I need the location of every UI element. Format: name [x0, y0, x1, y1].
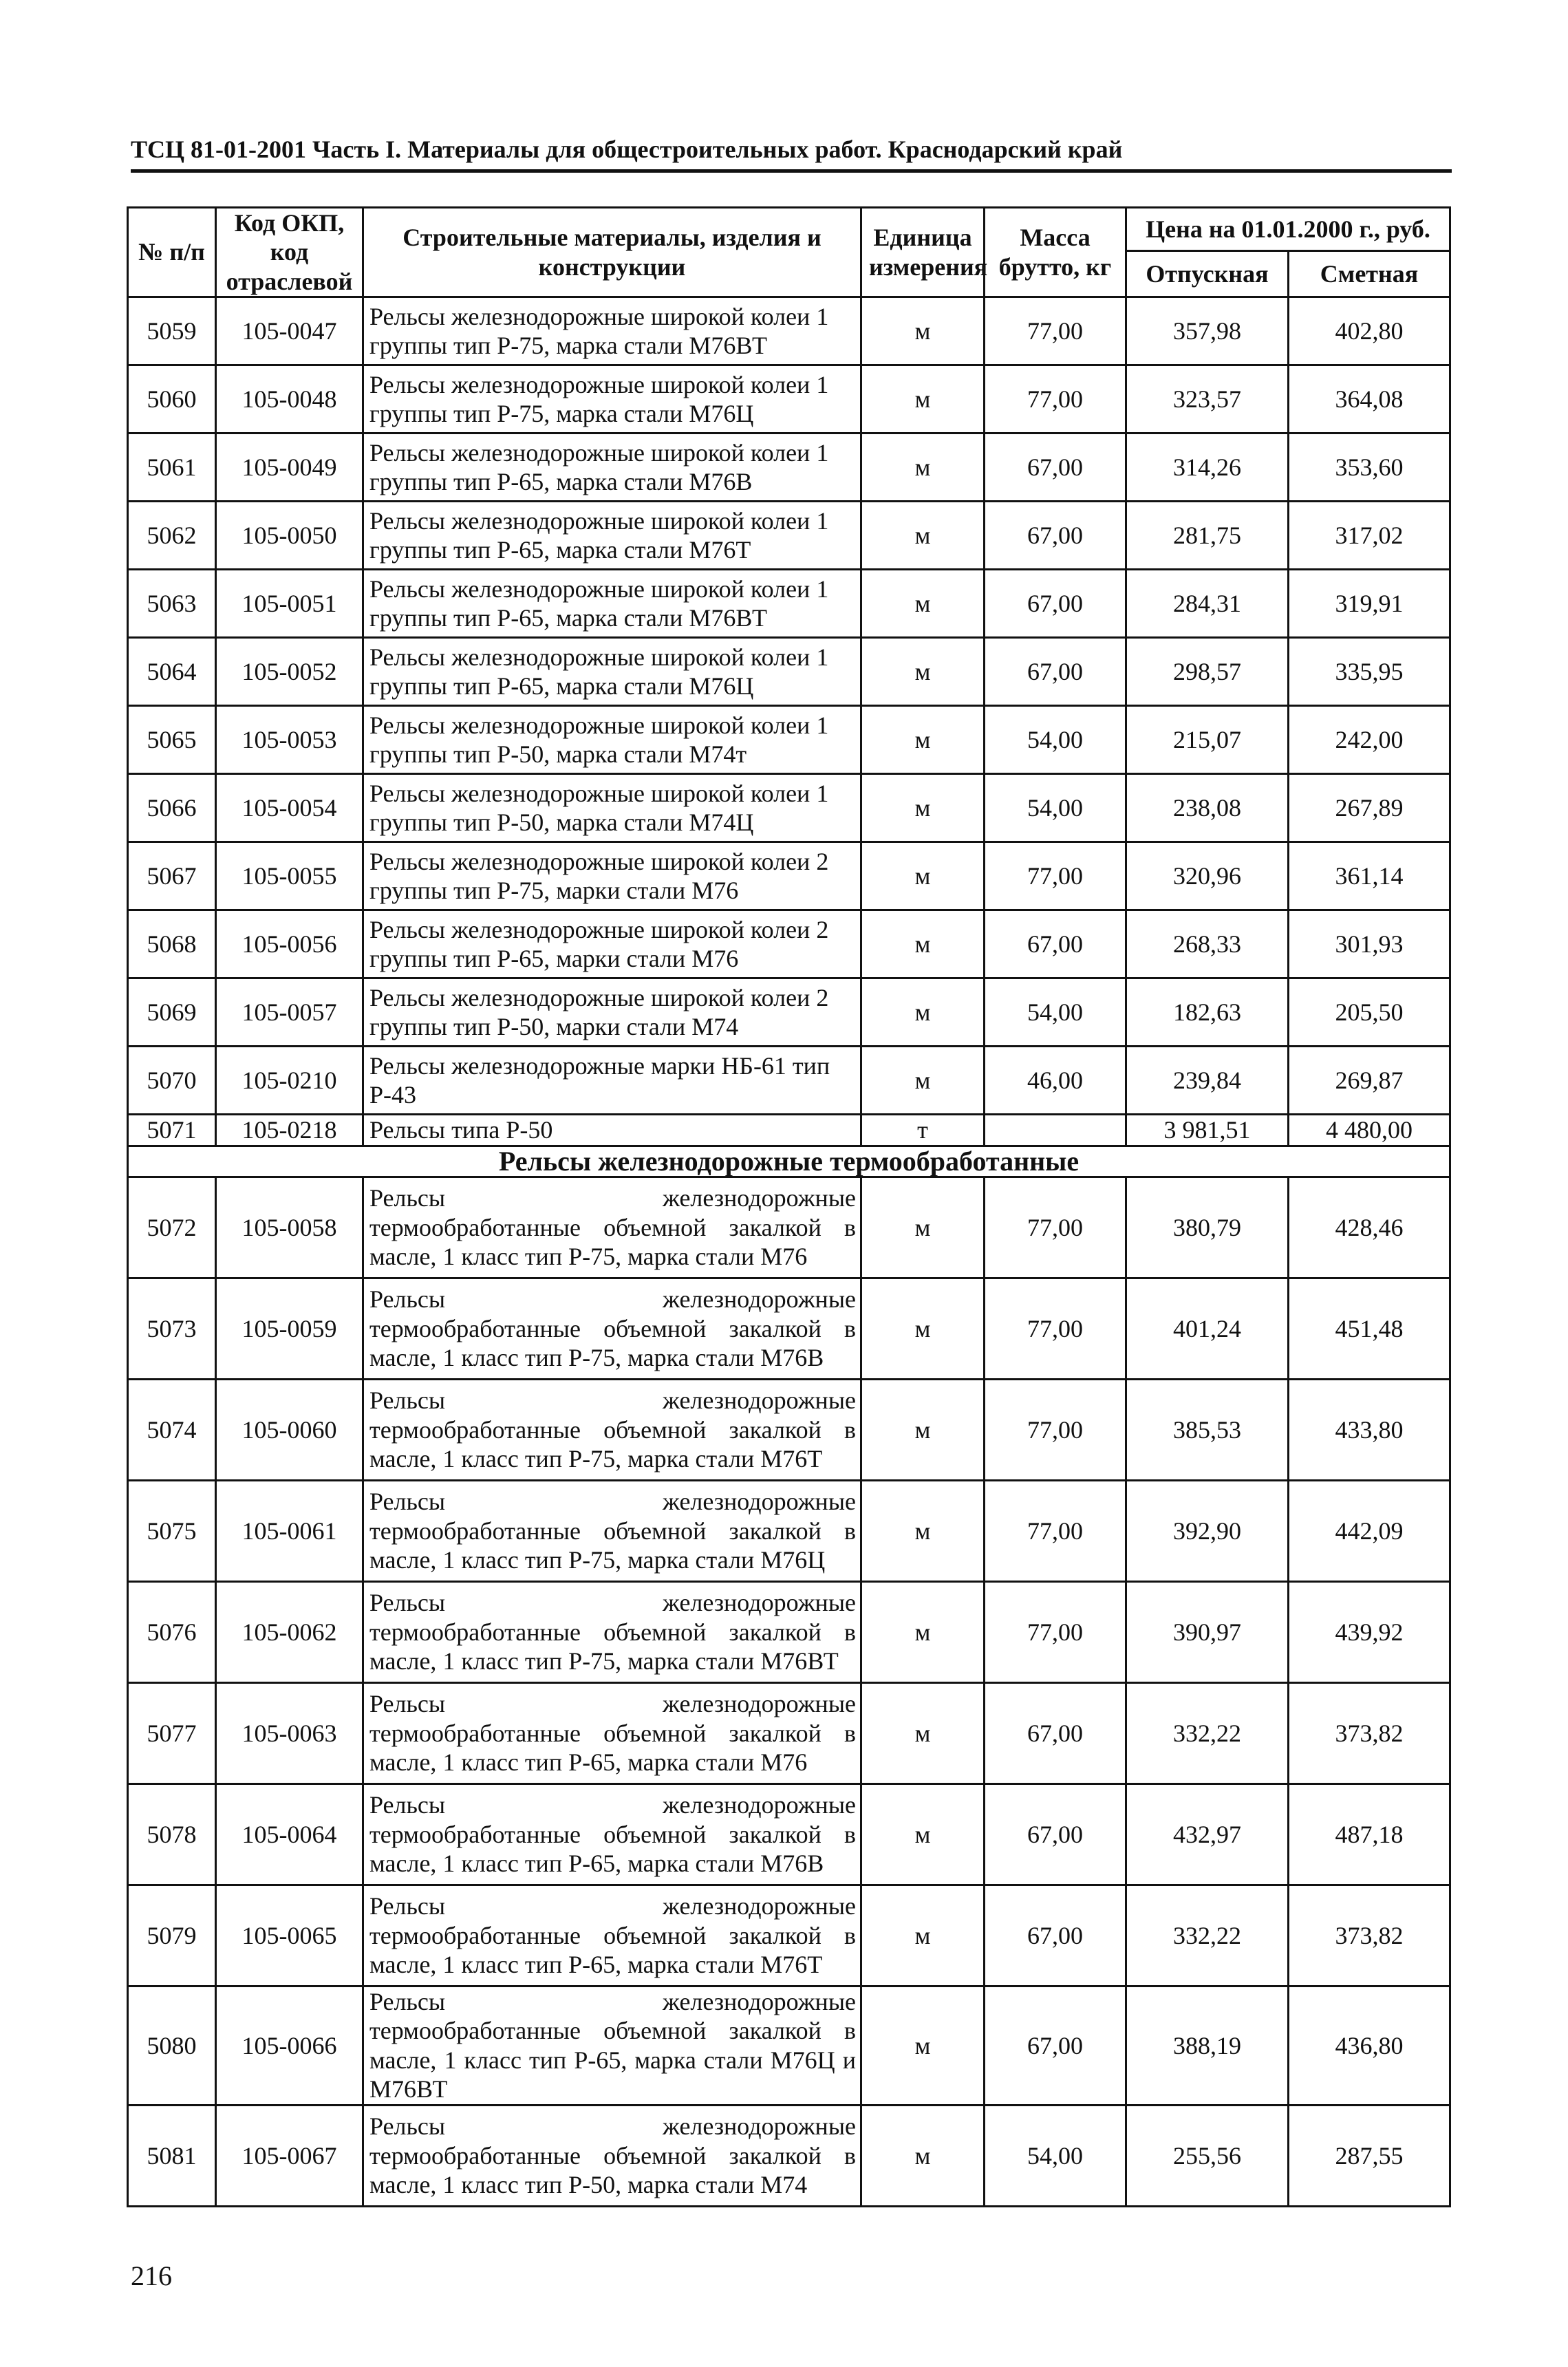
cell-mass: 67,00	[985, 433, 1126, 502]
cell-code: 105-0057	[216, 978, 363, 1047]
cell-code: 105-0061	[216, 1480, 363, 1581]
cell-mass: 46,00	[985, 1047, 1126, 1115]
cell-estimate: 373,82	[1289, 1682, 1450, 1784]
cell-name: Рельсы железнодорожные широкой колеи 2 группы тип Р-75, марки стали М76	[363, 842, 861, 910]
cell-mass	[985, 1115, 1126, 1146]
cell-num: 5065	[128, 706, 216, 774]
cell-code: 105-0210	[216, 1047, 363, 1115]
cell-code: 105-0056	[216, 910, 363, 978]
cell-release: 255,56	[1126, 2105, 1289, 2206]
cell-estimate: 353,60	[1289, 433, 1450, 502]
cell-estimate: 335,95	[1289, 638, 1450, 706]
section-title: Рельсы железнодорожные термообработанные	[128, 1146, 1450, 1177]
cell-name: Рельсы железнодорожные марки НБ-61 тип Р-43	[363, 1047, 861, 1115]
table-row	[128, 774, 1450, 842]
col-header-code: Код ОКП, код отраслевой	[216, 208, 363, 297]
cell-unit: м	[861, 1682, 985, 1784]
cell-mass: 77,00	[985, 1278, 1126, 1379]
cell-code: 105-0218	[216, 1115, 363, 1146]
cell-mass: 77,00	[985, 365, 1126, 433]
cell-num: 5075	[128, 1480, 216, 1581]
cell-name: Рельсы железнодорожные термообработанные объемной закалкой в масле, 1 класс тип Р-65, марка стали М76Ц и М76ВТ	[363, 1986, 861, 2105]
cell-name: Рельсы железнодорожные термообработанные объемной закалкой в масле, 1 класс тип Р-75, марка стали М76ВТ	[363, 1581, 861, 1682]
cell-num: 5066	[128, 774, 216, 842]
cell-unit: м	[861, 1784, 985, 1885]
cell-mass: 54,00	[985, 2105, 1126, 2206]
cell-name: Рельсы железнодорожные термообработанные объемной закалкой в масле, 1 класс тип Р-65, марка стали М76Т	[363, 1885, 861, 1986]
cell-unit: м	[861, 1379, 985, 1480]
cell-code: 105-0066	[216, 1986, 363, 2105]
cell-mass: 77,00	[985, 842, 1126, 910]
cell-name: Рельсы железнодорожные термообработанные объемной закалкой в масле, 1 класс тип Р-65, марка стали М76В	[363, 1784, 861, 1885]
page-header-title: ТСЦ 81-01-2001 Часть I. Материалы для общестроительных работ. Краснодарский край	[131, 136, 1123, 163]
cell-unit: м	[861, 2105, 985, 2206]
cell-name: Рельсы железнодорожные широкой колеи 1 группы тип Р-65, марка стали М76ВТ	[363, 570, 861, 638]
cell-estimate: 269,87	[1289, 1047, 1450, 1115]
cell-num: 5063	[128, 570, 216, 638]
table-row	[128, 365, 1450, 433]
table-row	[128, 1115, 1450, 1146]
cell-estimate: 267,89	[1289, 774, 1450, 842]
cell-estimate: 439,92	[1289, 1581, 1450, 1682]
cell-code: 105-0049	[216, 433, 363, 502]
cell-estimate: 319,91	[1289, 570, 1450, 638]
cell-num: 5061	[128, 433, 216, 502]
cell-num: 5074	[128, 1379, 216, 1480]
cell-release: 320,96	[1126, 842, 1289, 910]
table-row	[128, 1278, 1450, 1379]
cell-estimate: 287,55	[1289, 2105, 1450, 2206]
cell-release: 401,24	[1126, 1278, 1289, 1379]
table-row	[128, 2105, 1450, 2206]
cell-unit: м	[861, 365, 985, 433]
cell-estimate: 487,18	[1289, 1784, 1450, 1885]
cell-release: 281,75	[1126, 502, 1289, 570]
cell-release: 314,26	[1126, 433, 1289, 502]
cell-name: Рельсы железнодорожные широкой колеи 2 группы тип Р-65, марки стали М76	[363, 910, 861, 978]
table-row	[128, 1581, 1450, 1682]
cell-unit: м	[861, 297, 985, 365]
table-body-heat-treated	[128, 1177, 1450, 2206]
cell-unit: т	[861, 1115, 985, 1146]
cell-release: 392,90	[1126, 1480, 1289, 1581]
cell-code: 105-0062	[216, 1581, 363, 1682]
cell-num: 5078	[128, 1784, 216, 1885]
cell-code: 105-0058	[216, 1177, 363, 1278]
cell-unit: м	[861, 638, 985, 706]
table-row	[128, 842, 1450, 910]
cell-unit: м	[861, 1480, 985, 1581]
cell-unit: м	[861, 1885, 985, 1986]
cell-mass: 77,00	[985, 297, 1126, 365]
cell-estimate: 205,50	[1289, 978, 1450, 1047]
cell-num: 5070	[128, 1047, 216, 1115]
cell-num: 5081	[128, 2105, 216, 2206]
cell-release: 388,19	[1126, 1986, 1289, 2105]
cell-estimate: 451,48	[1289, 1278, 1450, 1379]
cell-name: Рельсы железнодорожные широкой колеи 1 группы тип Р-65, марка стали М76Ц	[363, 638, 861, 706]
cell-mass: 54,00	[985, 774, 1126, 842]
cell-estimate: 364,08	[1289, 365, 1450, 433]
cell-mass: 77,00	[985, 1581, 1126, 1682]
cell-unit: м	[861, 1581, 985, 1682]
cell-estimate: 402,80	[1289, 297, 1450, 365]
cell-unit: м	[861, 842, 985, 910]
cell-release: 357,98	[1126, 297, 1289, 365]
cell-num: 5077	[128, 1682, 216, 1784]
cell-estimate: 242,00	[1289, 706, 1450, 774]
cell-release: 390,97	[1126, 1581, 1289, 1682]
col-header-num: № п/п	[128, 208, 216, 297]
cell-num: 5068	[128, 910, 216, 978]
cell-code: 105-0052	[216, 638, 363, 706]
table-row	[128, 1177, 1450, 1278]
cell-name: Рельсы железнодорожные термообработанные объемной закалкой в масле, 1 класс тип Р-75, марка стали М76В	[363, 1278, 861, 1379]
cell-num: 5076	[128, 1581, 216, 1682]
cell-mass: 67,00	[985, 1885, 1126, 1986]
table-row	[128, 1682, 1450, 1784]
col-header-unit: Единица измерения	[861, 208, 985, 297]
cell-unit: м	[861, 502, 985, 570]
cell-name: Рельсы железнодорожные широкой колеи 1 группы тип Р-65, марка стали М76Т	[363, 502, 861, 570]
cell-name: Рельсы железнодорожные широкой колеи 1 группы тип Р-50, марка стали М74т	[363, 706, 861, 774]
cell-release: 385,53	[1126, 1379, 1289, 1480]
cell-num: 5071	[128, 1115, 216, 1146]
table-row	[128, 1784, 1450, 1885]
cell-release: 332,22	[1126, 1885, 1289, 1986]
cell-mass: 54,00	[985, 706, 1126, 774]
cell-mass: 67,00	[985, 1682, 1126, 1784]
cell-estimate: 373,82	[1289, 1885, 1450, 1986]
cell-estimate: 428,46	[1289, 1177, 1450, 1278]
cell-code: 105-0050	[216, 502, 363, 570]
cell-estimate: 433,80	[1289, 1379, 1450, 1480]
cell-release: 268,33	[1126, 910, 1289, 978]
col-header-name: Строительные материалы, изделия и конструкции	[363, 208, 861, 297]
cell-name: Рельсы железнодорожные широкой колеи 1 группы тип Р-50, марка стали М74Ц	[363, 774, 861, 842]
cell-name: Рельсы железнодорожные широкой колеи 2 группы тип Р-50, марки стали М74	[363, 978, 861, 1047]
cell-release: 380,79	[1126, 1177, 1289, 1278]
cell-release: 298,57	[1126, 638, 1289, 706]
cell-name: Рельсы железнодорожные термообработанные объемной закалкой в масле, 1 класс тип Р-50, марка стали М74	[363, 2105, 861, 2206]
cell-unit: м	[861, 706, 985, 774]
cell-release: 215,07	[1126, 706, 1289, 774]
table-body-ordinary	[128, 297, 1450, 1115]
table-row	[128, 1047, 1450, 1115]
cell-code: 105-0048	[216, 365, 363, 433]
cell-code: 105-0055	[216, 842, 363, 910]
cell-name: Рельсы типа Р-50	[363, 1115, 861, 1146]
cell-mass: 67,00	[985, 638, 1126, 706]
cell-num: 5080	[128, 1986, 216, 2105]
col-header-price-group: Цена на 01.01.2000 г., руб.	[1126, 208, 1450, 251]
header-rule	[131, 169, 1452, 173]
table-row	[128, 910, 1450, 978]
table-row	[128, 638, 1450, 706]
cell-code: 105-0059	[216, 1278, 363, 1379]
table-row	[128, 1480, 1450, 1581]
cell-estimate: 361,14	[1289, 842, 1450, 910]
cell-code: 105-0060	[216, 1379, 363, 1480]
table-row	[128, 502, 1450, 570]
cell-num: 5072	[128, 1177, 216, 1278]
cell-name: Рельсы железнодорожные широкой колеи 1 группы тип Р-65, марка стали М76В	[363, 433, 861, 502]
cell-unit: м	[861, 1177, 985, 1278]
cell-release: 432,97	[1126, 1784, 1289, 1885]
cell-unit: м	[861, 570, 985, 638]
table-row	[128, 706, 1450, 774]
cell-release: 239,84	[1126, 1047, 1289, 1115]
cell-release: 182,63	[1126, 978, 1289, 1047]
cell-estimate: 301,93	[1289, 910, 1450, 978]
cell-estimate: 442,09	[1289, 1480, 1450, 1581]
col-header-estimate: Сметная	[1289, 251, 1450, 297]
cell-unit: м	[861, 433, 985, 502]
cell-mass: 67,00	[985, 570, 1126, 638]
cell-unit: м	[861, 910, 985, 978]
cell-name: Рельсы железнодорожные термообработанные объемной закалкой в масле, 1 класс тип Р-75, марка стали М76Т	[363, 1379, 861, 1480]
cell-release: 238,08	[1126, 774, 1289, 842]
cell-code: 105-0053	[216, 706, 363, 774]
cell-release: 332,22	[1126, 1682, 1289, 1784]
cell-code: 105-0051	[216, 570, 363, 638]
cell-release: 284,31	[1126, 570, 1289, 638]
table-row	[128, 297, 1450, 365]
cell-num: 5060	[128, 365, 216, 433]
cell-name: Рельсы железнодорожные термообработанные объемной закалкой в масле, 1 класс тип Р-75, марка стали М76Ц	[363, 1480, 861, 1581]
cell-mass: 77,00	[985, 1379, 1126, 1480]
cell-num: 5062	[128, 502, 216, 570]
table-row	[128, 978, 1450, 1047]
cell-code: 105-0054	[216, 774, 363, 842]
table-row	[128, 1885, 1450, 1986]
cell-release: 323,57	[1126, 365, 1289, 433]
table-body-5071	[128, 1115, 1450, 1177]
cell-name: Рельсы железнодорожные широкой колеи 1 группы тип Р-75, марка стали М76Ц	[363, 365, 861, 433]
col-header-mass: Масса брутто, кг	[985, 208, 1126, 297]
cell-mass: 54,00	[985, 978, 1126, 1047]
cell-estimate: 4 480,00	[1289, 1115, 1450, 1146]
cell-unit: м	[861, 774, 985, 842]
cell-release: 3 981,51	[1126, 1115, 1289, 1146]
cell-unit: м	[861, 1986, 985, 2105]
table-header	[128, 208, 1450, 297]
cell-num: 5064	[128, 638, 216, 706]
table-row	[128, 570, 1450, 638]
cell-num: 5067	[128, 842, 216, 910]
cell-mass: 67,00	[985, 910, 1126, 978]
page-number: 216	[131, 2260, 172, 2291]
cell-num: 5059	[128, 297, 216, 365]
cell-name: Рельсы железнодорожные термообработанные объемной закалкой в масле, 1 класс тип Р-75, марка стали М76	[363, 1177, 861, 1278]
table-row	[128, 433, 1450, 502]
cell-num: 5069	[128, 978, 216, 1047]
cell-unit: м	[861, 1278, 985, 1379]
cell-unit: м	[861, 978, 985, 1047]
section-row	[128, 1146, 1450, 1177]
cell-code: 105-0064	[216, 1784, 363, 1885]
cell-estimate: 317,02	[1289, 502, 1450, 570]
cell-unit: м	[861, 1047, 985, 1115]
cell-estimate: 436,80	[1289, 1986, 1450, 2105]
cell-mass: 67,00	[985, 502, 1126, 570]
cell-num: 5073	[128, 1278, 216, 1379]
table-row	[128, 1986, 1450, 2105]
cell-code: 105-0047	[216, 297, 363, 365]
cell-code: 105-0065	[216, 1885, 363, 1986]
cell-name: Рельсы железнодорожные термообработанные объемной закалкой в масле, 1 класс тип Р-65, марка стали М76	[363, 1682, 861, 1784]
cell-code: 105-0067	[216, 2105, 363, 2206]
cell-num: 5079	[128, 1885, 216, 1986]
cell-mass: 67,00	[985, 1986, 1126, 2105]
cell-name: Рельсы железнодорожные широкой колеи 1 группы тип Р-75, марка стали М76ВТ	[363, 297, 861, 365]
cell-mass: 77,00	[985, 1480, 1126, 1581]
materials-table	[127, 206, 1451, 2207]
cell-mass: 67,00	[985, 1784, 1126, 1885]
col-header-release: Отпускная	[1126, 251, 1289, 297]
cell-code: 105-0063	[216, 1682, 363, 1784]
cell-mass: 77,00	[985, 1177, 1126, 1278]
table-row	[128, 1379, 1450, 1480]
